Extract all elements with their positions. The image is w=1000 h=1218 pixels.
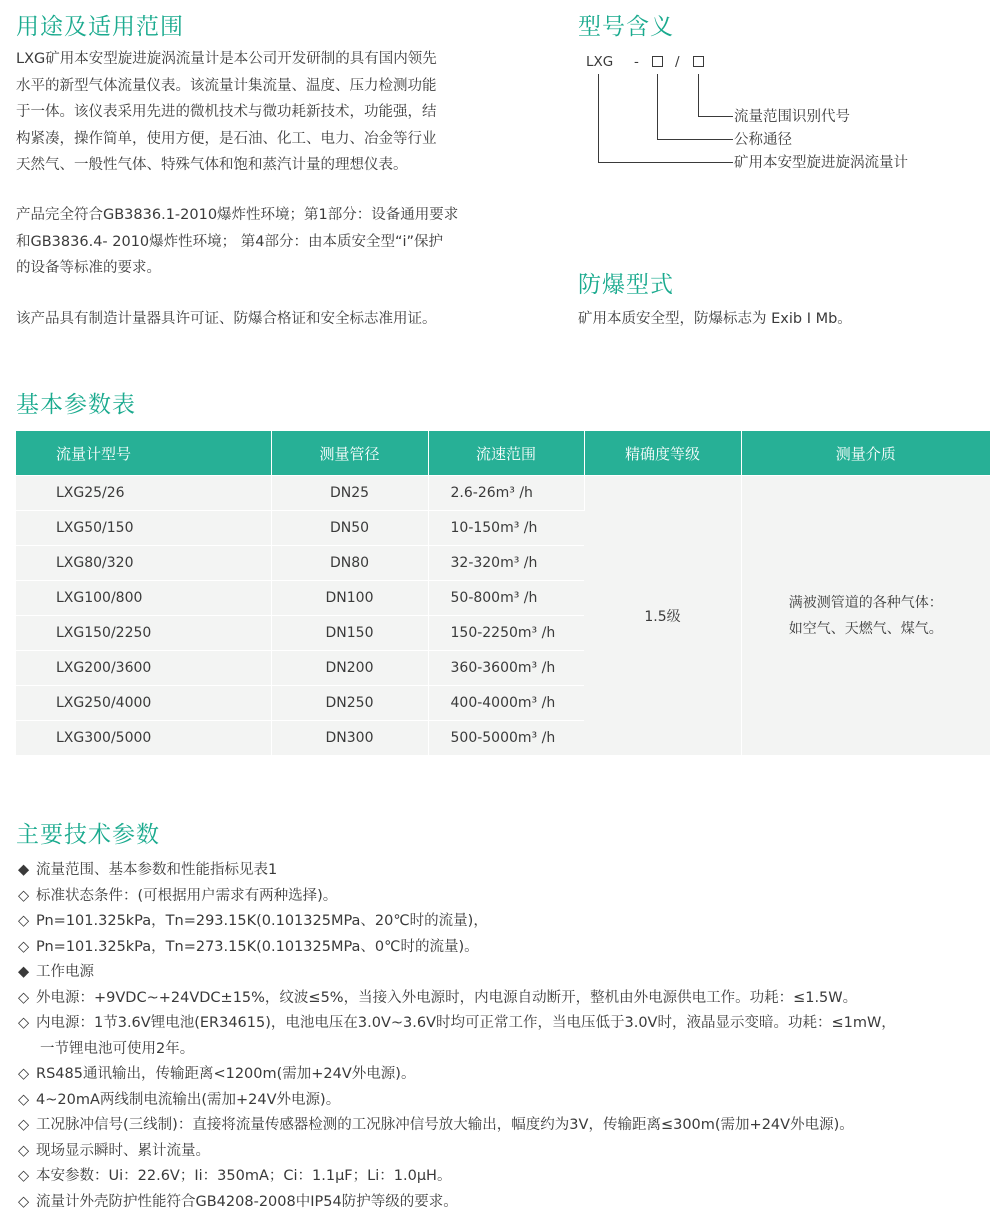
usage-paragraph-2 xyxy=(16,202,458,282)
item-text: 外电源：+9VDC~+24VDC±15%，纹波≤5%，当接入外电源时，内电源自动断开，整机由外电源供电工作。功耗：≤1.5W。 xyxy=(36,989,858,1006)
diamond-filled-icon: ◆ xyxy=(18,964,30,980)
cell-diameter: DN150 xyxy=(271,616,428,651)
diamond-outline-icon: ◇ xyxy=(18,989,30,1006)
item-text: 本安参数：Ui：22.6V；Ii：350mA；Ci：1.1μF；Li：1.0μH。 xyxy=(36,1168,452,1184)
cell-accuracy: 1.5级 xyxy=(584,476,741,756)
diameter-placeholder-box xyxy=(652,56,663,67)
connector-line xyxy=(698,74,699,117)
cell-model: LXG150/2250 xyxy=(16,616,271,651)
diamond-filled-icon: ◆ xyxy=(18,862,30,878)
item-text: RS485通讯输出，传输距离<1200m(需加+24V外电源)。 xyxy=(36,1066,416,1082)
text-line: 产品完全符合GB3836.1-2010爆炸性环境；第1部分：设备通用要求 xyxy=(16,207,459,223)
text-line: 和GB3836.4- 2010爆炸性环境； 第4部分：由本质安全型“i”保护 xyxy=(16,233,444,250)
cell-flow-range: 360-3600m³ /h xyxy=(428,651,584,686)
item-text: 流量计外壳防护性能符合GB4208-2008中IP54防护等级的要求。 xyxy=(36,1193,458,1210)
item-text: 标准状态条件：(可根据用户需求有两种选择)。 xyxy=(36,887,338,904)
explosion-text: 矿用本质安全型，防爆标志为 Exib I Mb。 xyxy=(578,311,852,327)
list-item xyxy=(18,1011,896,1037)
cell-flow-range: 50-800m³ /h xyxy=(428,581,584,616)
text-line: 水平的新型气体流量仪表。该流量计集流量、温度、压力检测功能 xyxy=(16,77,437,94)
diamond-outline-icon: ◇ xyxy=(18,887,30,904)
list-item xyxy=(18,1190,896,1216)
text-line: 于一体。该仪表采用先进的微机技术与微功耗新技术，功能强，结 xyxy=(16,104,437,120)
diamond-outline-icon: ◇ xyxy=(18,938,30,955)
diamond-outline-icon: ◇ xyxy=(18,1117,30,1133)
medium-line: 如空气、天燃气、煤气。 xyxy=(788,620,943,637)
model-code-diagram xyxy=(582,50,982,180)
list-item xyxy=(18,1062,896,1088)
cell-diameter: DN200 xyxy=(271,651,428,686)
text-line: LXG矿用本安型旋进旋涡流量计是本公司开发研制的具有国内领先 xyxy=(16,51,437,67)
header-model: 流量计型号 xyxy=(16,431,271,476)
cell-flow-range: 400-4000m³ /h xyxy=(428,686,584,721)
product-name-label: 矿用本安型旋进旋涡流量计 xyxy=(734,155,908,171)
text-line: 构紧凑，操作简单，使用方便，是石油、化工、电力、冶金等行业 xyxy=(16,130,437,147)
item-text: 现场显示瞬时、累计流量。 xyxy=(36,1142,210,1159)
cell-model: LXG100/800 xyxy=(16,581,271,616)
table-header-row xyxy=(16,431,990,476)
diamond-outline-icon: ◇ xyxy=(18,1142,30,1159)
item-text: 流量范围、基本参数和性能指标见表1 xyxy=(36,862,278,878)
cell-model: LXG200/3600 xyxy=(16,651,271,686)
text-line: 天然气、一般性气体、特殊气体和饱和蒸汽计量的理想仪表。 xyxy=(16,157,408,173)
list-item xyxy=(18,884,896,910)
cell-flow-range: 150-2250m³ /h xyxy=(428,616,584,651)
header-medium: 测量介质 xyxy=(741,431,990,476)
cell-diameter: DN80 xyxy=(271,546,428,581)
list-item xyxy=(18,1139,896,1165)
list-item xyxy=(18,960,896,986)
list-item xyxy=(18,1088,896,1114)
list-item-continuation xyxy=(18,1037,896,1063)
list-item xyxy=(18,1164,896,1190)
item-text: 4~20mA两线制电流输出(需加+24V外电源)。 xyxy=(36,1091,341,1108)
cell-flow-range: 10-150m³ /h xyxy=(428,511,584,546)
list-item xyxy=(18,909,896,935)
item-text: Pn=101.325kPa，Tn=293.15K(0.101325MPa、20℃时的流量)， xyxy=(36,913,488,929)
header-diameter: 测量管径 xyxy=(271,431,428,476)
connector-line xyxy=(657,74,658,140)
list-item xyxy=(18,986,896,1012)
diamond-outline-icon: ◇ xyxy=(18,1168,30,1184)
tech-title: 主要技术参数 xyxy=(16,822,160,848)
cell-diameter: DN100 xyxy=(271,581,428,616)
diamond-outline-icon: ◇ xyxy=(18,1193,30,1210)
diamond-outline-icon: ◇ xyxy=(18,913,30,929)
item-text: 内电源：1节3.6V锂电池(ER34615)，电池电压在3.0V~3.6V时均可正常工作，当电压低于3.0V时，液晶显示变暗。功耗：≤1mW， xyxy=(36,1015,896,1031)
cell-diameter: DN25 xyxy=(271,476,428,511)
nominal-diameter-label: 公称通径 xyxy=(734,132,792,148)
tech-list xyxy=(18,858,896,1215)
diamond-outline-icon: ◇ xyxy=(18,1091,30,1108)
list-item xyxy=(18,858,896,884)
diamond-outline-icon: ◇ xyxy=(18,1015,30,1031)
item-text: 工况脉冲信号(三线制)：直接将流量传感器检测的工况脉冲信号放大输出，幅度约为3V，传输距离≤300m(需加+24V外电源)。 xyxy=(36,1117,854,1133)
explosion-title: 防爆型式 xyxy=(578,272,674,298)
params-table-title: 基本参数表 xyxy=(16,392,136,418)
cell-flow-range: 32-320m³ /h xyxy=(428,546,584,581)
list-item xyxy=(18,935,896,961)
usage-paragraph-1 xyxy=(16,46,437,179)
cell-model: LXG25/26 xyxy=(16,476,271,511)
connector-line xyxy=(598,162,733,163)
cell-model: LXG300/5000 xyxy=(16,721,271,756)
header-accuracy: 精确度等级 xyxy=(584,431,741,476)
cell-diameter: DN250 xyxy=(271,686,428,721)
range-placeholder-box xyxy=(693,56,704,67)
usage-paragraph-3: 该产品具有制造计量器具许可证、防爆合格证和安全标志准用证。 xyxy=(16,311,437,327)
text-line: 的设备等标准的要求。 xyxy=(16,260,161,276)
item-text: 一节锂电池可使用2年。 xyxy=(40,1040,195,1057)
range-code-label: 流量范围识别代号 xyxy=(734,109,850,125)
list-item xyxy=(18,1113,896,1139)
model-title: 型号含义 xyxy=(578,14,674,40)
cell-flow-range: 2.6-26m³ /h xyxy=(428,476,584,511)
cell-diameter: DN50 xyxy=(271,511,428,546)
connector-line xyxy=(698,116,733,117)
diamond-outline-icon: ◇ xyxy=(18,1066,30,1082)
model-code-slash: / xyxy=(675,54,680,70)
cell-model: LXG80/320 xyxy=(16,546,271,581)
params-table xyxy=(16,431,990,755)
header-flow-range: 流速范围 xyxy=(428,431,584,476)
cell-diameter: DN300 xyxy=(271,721,428,756)
cell-model: LXG50/150 xyxy=(16,511,271,546)
model-code-dash: - xyxy=(634,54,639,70)
table-row xyxy=(16,476,990,511)
connector-line xyxy=(657,139,733,140)
medium-line: 满被测管道的各种气体： xyxy=(788,594,943,611)
model-code-prefix: LXG xyxy=(586,54,614,70)
cell-flow-range: 500-5000m³ /h xyxy=(428,721,584,756)
cell-model: LXG250/4000 xyxy=(16,686,271,721)
item-text: Pn=101.325kPa，Tn=273.15K(0.101325MPa、0℃时的流量)。 xyxy=(36,938,479,955)
usage-title: 用途及适用范围 xyxy=(16,14,184,40)
cell-medium xyxy=(741,476,990,756)
item-text: 工作电源 xyxy=(36,964,94,980)
connector-line xyxy=(598,74,599,163)
